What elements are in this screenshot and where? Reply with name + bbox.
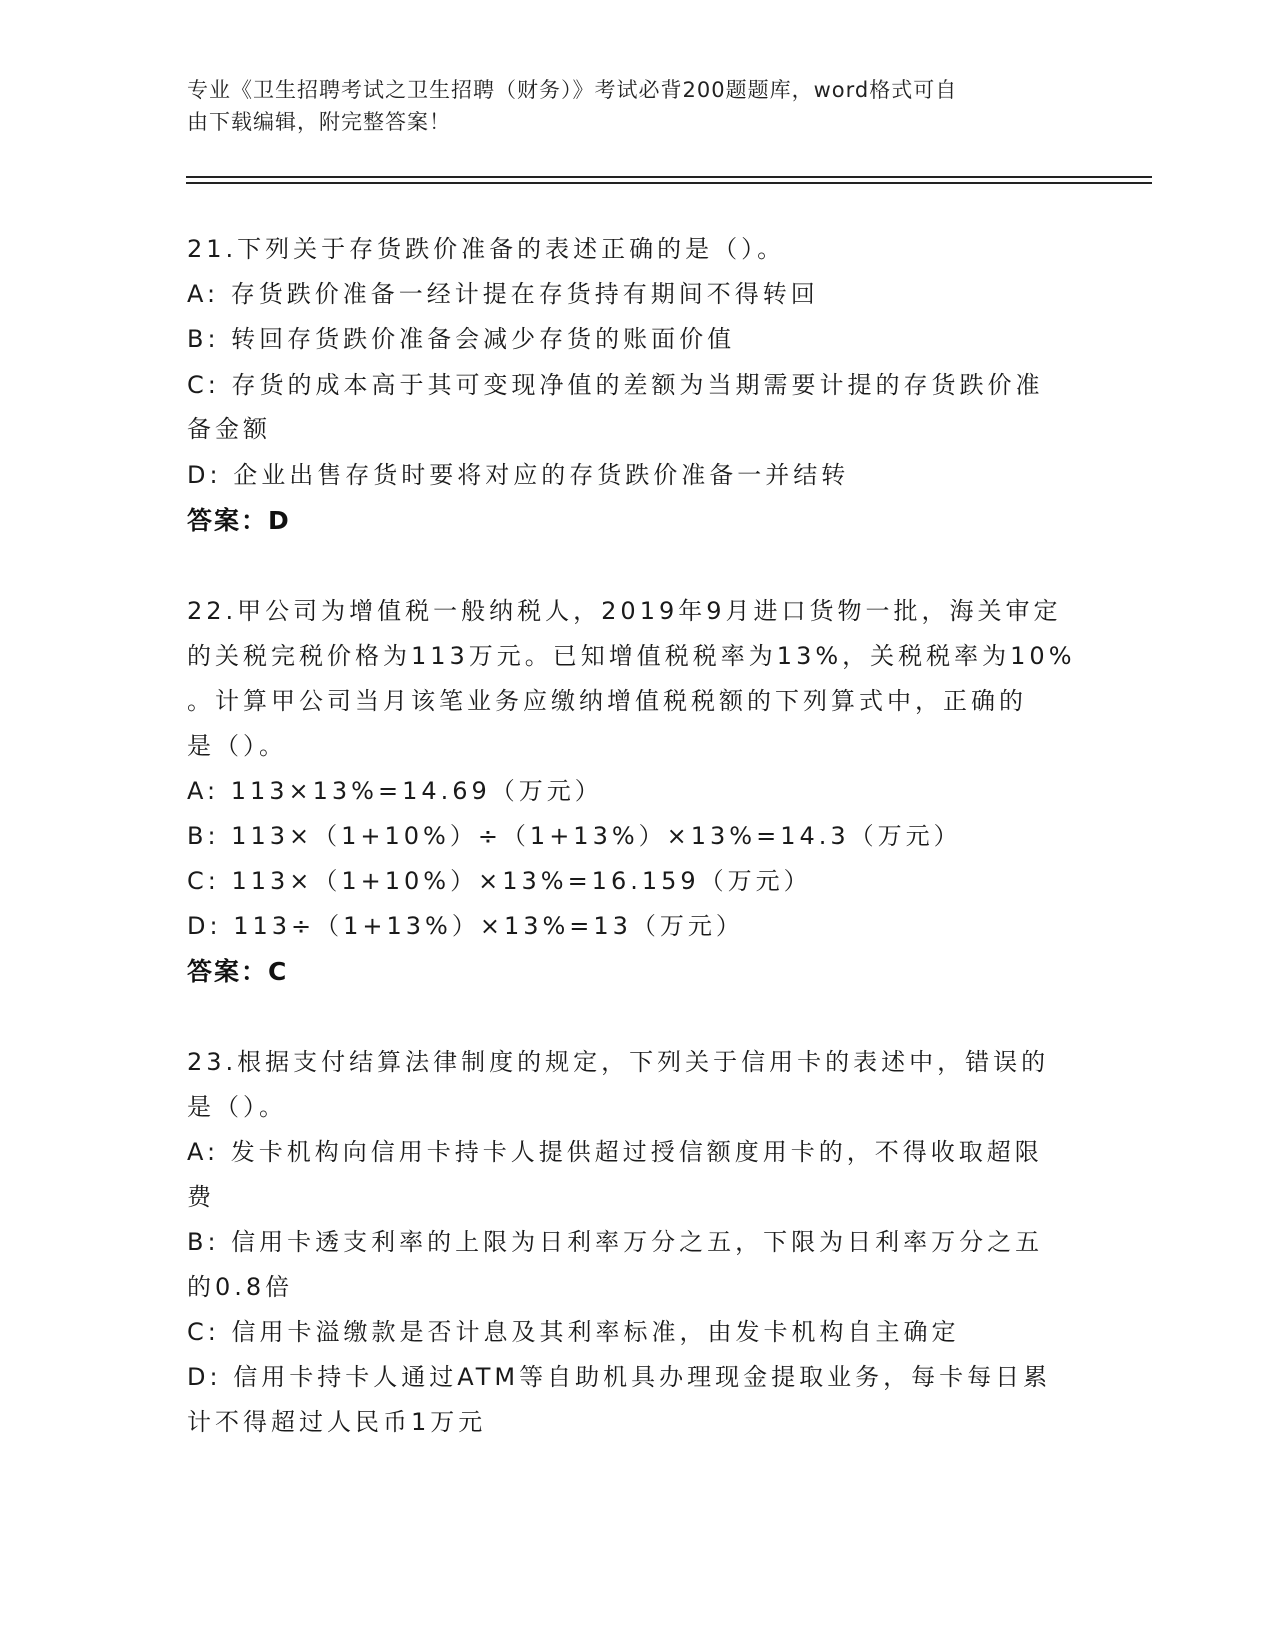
question-22-option-a: A: 113×13%=14.69（万元） [187,777,603,805]
header-line-1: 专业《卫生招聘考试之卫生招聘（财务）》考试必背200题题库，word格式可自 [187,78,958,102]
question-21-option-b: B: 转回存货跌价准备会减少存货的账面价值 [187,325,736,353]
header-rule-top [186,176,1152,178]
header-line-2: 由下载编辑，附完整答案！ [187,110,451,134]
question-21-stem: 21.下列关于存货跌价准备的表述正确的是（）。 [187,235,786,263]
question-23-option-d: D: 信用卡持卡人通过ATM等自助机具办理现金提取业务，每卡每日累 [187,1363,1052,1391]
question-22-option-d: D: 113÷（1+13%）×13%=13（万元） [187,912,744,940]
question-22-option-b: B: 113×（1+10%）÷（1+13%）×13%=14.3（万元） [187,822,962,850]
question-23-option-a-cont: 费 [187,1183,215,1211]
question-21-option-a: A: 存货跌价准备一经计提在存货持有期间不得转回 [187,280,819,308]
header-rule-bottom [186,182,1152,184]
question-22-answer: 答案：C [187,957,289,986]
question-23-option-c: C: 信用卡溢缴款是否计息及其利率标准，由发卡机构自主确定 [187,1318,960,1346]
question-23-stem-2: 是（）。 [187,1093,287,1121]
question-23-stem-1: 23.根据支付结算法律制度的规定，下列关于信用卡的表述中，错误的 [187,1048,1050,1076]
question-23-option-d-cont: 计不得超过人民币1万元 [187,1408,487,1436]
question-22-stem-2: 的关税完税价格为113万元。已知增值税税率为13%，关税税率为10% [187,642,1076,670]
question-21-answer: 答案：D [187,506,291,535]
question-21-option-c-cont: 备金额 [187,415,271,443]
question-22-option-c: C: 113×（1+10%）×13%=16.159（万元） [187,867,812,895]
question-23-option-b: B: 信用卡透支利率的上限为日利率万分之五，下限为日利率万分之五 [187,1228,1044,1256]
question-22-stem-1: 22.甲公司为增值税一般纳税人，2019年9月进口货物一批，海关审定 [187,597,1062,625]
question-22-stem-4: 是（）。 [187,732,287,760]
question-23-option-b-cont: 的0.8倍 [187,1273,294,1301]
question-21-option-c: C: 存货的成本高于其可变现净值的差额为当期需要计提的存货跌价准 [187,371,1044,399]
document-header [187,74,1067,138]
question-21-option-d: D: 企业出售存货时要将对应的存货跌价准备一并结转 [187,461,850,489]
question-22-stem-3: 。计算甲公司当月该笔业务应缴纳增值税税额的下列算式中，正确的 [187,687,1027,715]
question-23-option-a: A: 发卡机构向信用卡持卡人提供超过授信额度用卡的，不得收取超限 [187,1138,1043,1166]
